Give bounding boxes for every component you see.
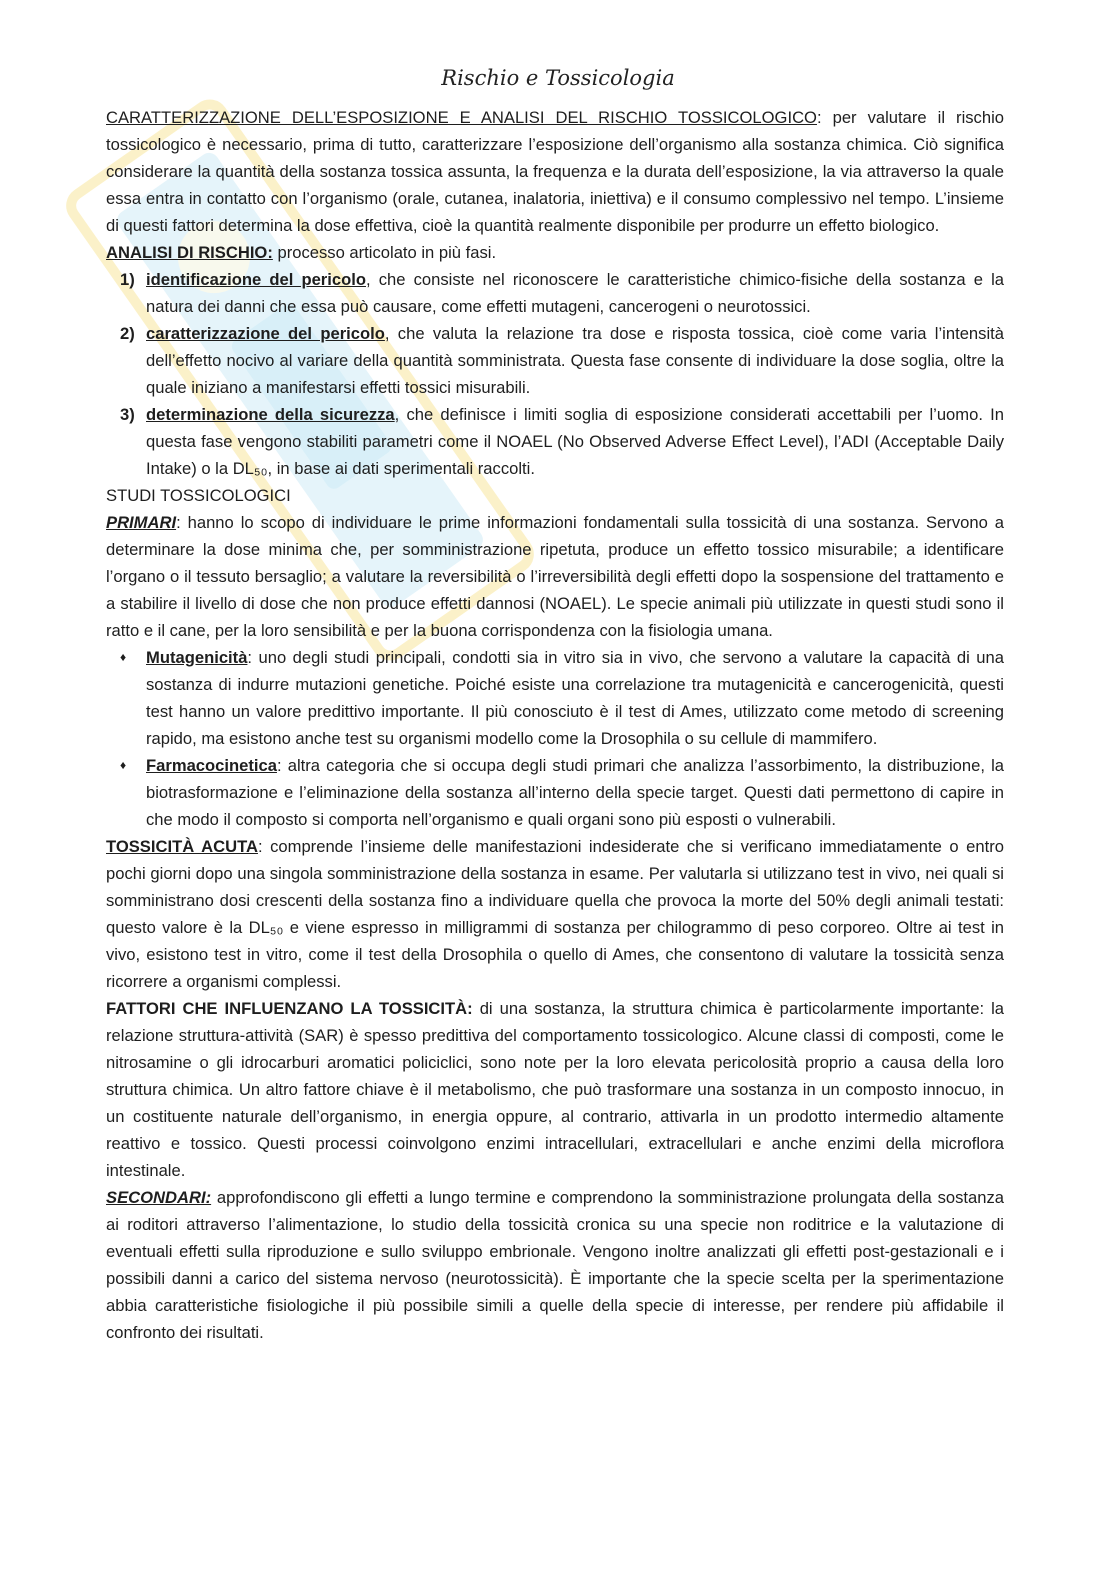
heading-analisi: ANALISI DI RISCHIO: bbox=[106, 243, 273, 262]
bullet-text: : uno degli studi principali, condotti sia in vitro sia in vivo, che servono a valutare la capacità di una sostanza di indurre mutazioni genetiche. Poiché esiste una correlazione tra mutagenicità e cancerogenicità, questi test hanno un valore predittivo importante. Il più conosciuto è il test di Ames, utilizzato come metodo di screening rapido, ma esistono anche test su organismi modello come la Drosophila o su cellule di mammifero. bbox=[146, 648, 1004, 748]
label-primari: PRIMARI bbox=[106, 513, 177, 532]
text-secondari: approfondiscono gli effetti a lungo termine e comprendono la somministrazione prolungata della sostanza ai roditori attraverso l’alimentazione, lo studio della tossicità cronica su una specie non roditrice e la valutazione di eventuali effetti sulla riproduzione e sullo sviluppo embrionale. Vengono inoltre analizzati gli effetti post-gestazionali e i possibili danni a carico del sistema nervoso (neurotossicità). È importante che la specie scelta per la sperimentazione abbia caratteristiche fisiologiche il più possibile simili a quelle della specie di interesse, per rendere più affidabile il confronto dei risultati. bbox=[106, 1188, 1004, 1342]
step-number: 1) bbox=[120, 270, 135, 289]
step-number: 2) bbox=[120, 324, 135, 343]
heading-secondari: SECONDARI: bbox=[106, 1188, 212, 1207]
step-text: , che valuta la relazione tra dose e risposta tossica, cioè come varia l’intensità dell’effetto nocivo al variare della quantità somministrata. Questa fase consente di individuare la dose soglia, oltre la quale iniziano a manifestarsi effetti tossici misurabili. bbox=[146, 324, 1004, 397]
list-item bbox=[106, 401, 1004, 482]
text-primari: : hanno lo scopo di individuare le prime informazioni fondamentali sulla tossicità di una sostanza. Servono a determinare la dose minima che, per somministrazione ripetuta, produce un effetto tossico misurabile; a identificare l’organo o il tessuto bersaglio; a valutare la reversibilità o l’irreversibilità degli effetti dopo la sospensione del trattamento e a stabilire il livello di dose che non produce effetti dannosi (NOAEL). Le specie animali più utilizzate in questi studi sono il ratto e il cane, per la loro sensibilità e per la buona corrispondenza con la fisiologia umana. bbox=[106, 513, 1004, 640]
heading-acuta: TOSSICITÀ ACUTA bbox=[106, 837, 258, 856]
step-text: , che consiste nel riconoscere le caratteristiche chimico-fisiche della sostanza e la natura dei danni che essa può causare, come effetti mutageni, cancerogeni o neurotossici. bbox=[146, 270, 1004, 316]
document-title: Rischio e Tossicologia bbox=[441, 66, 675, 90]
list-item bbox=[106, 752, 1004, 833]
list-item bbox=[106, 644, 1004, 752]
analisi-steps-list bbox=[106, 266, 1004, 482]
document-body bbox=[106, 104, 1004, 1346]
step-term: caratterizzazione del pericolo bbox=[146, 324, 385, 343]
step-text: , che definisce i limiti soglia di esposizione considerati accettabili per l’uomo. In questa fase vengono stabiliti parametri come il NOAEL (No Observed Adverse Effect Level), l’ADI (Acceptable Daily Intake) o la DL₅₀, in base ai dati sperimentali raccolti. bbox=[146, 405, 1004, 478]
step-term: identificazione del pericolo bbox=[146, 270, 366, 289]
text-fattori: di una sostanza, la struttura chimica è particolarmente importante: la relazione struttura-attività (SAR) è spesso predittiva del comportamento tossicologico. Alcune classi di composti, come le nitrosamine o gli idrocarburi aromatici policiclici, sono note per la loro elevata pericolosità proprio a causa della loro struttura chimica. Un altro fattore chiave è il metabolismo, che può trasformare una sostanza in un composto innocuo, in un costituente naturale dell’organismo, in energia oppure, al contrario, attivarla in un prodotto intermedio altamente reattivo e tossico. Questi processi coinvolgono enzimi intracellulari, extracellulari e anche enzimi della microflora intestinale. bbox=[106, 999, 1004, 1180]
paragraph-acuta bbox=[106, 833, 1004, 995]
list-item bbox=[106, 266, 1004, 320]
diamond-bullet-icon: ♦ bbox=[120, 650, 127, 664]
bullet-term: Mutagenicità bbox=[146, 648, 248, 667]
heading-esposizione: CARATTERIZZAZIONE DELL’ESPOSIZIONE E ANALISI DEL RISCHIO TOSSICOLOGICO bbox=[106, 108, 817, 127]
heading-fattori: FATTORI CHE INFLUENZANO LA TOSSICITÀ: bbox=[106, 999, 473, 1018]
paragraph-secondari bbox=[106, 1184, 1004, 1346]
text-analisi: processo articolato in più fasi. bbox=[272, 243, 497, 262]
heading-studi: STUDI TOSSICOLOGICI bbox=[106, 486, 291, 505]
bullet-term: Farmacocinetica bbox=[146, 756, 277, 775]
paragraph-fattori bbox=[106, 995, 1004, 1184]
step-term: determinazione della sicurezza bbox=[146, 405, 395, 424]
bullet-text: : altra categoria che si occupa degli studi primari che analizza l’assorbimento, la distribuzione, la biotrasformazione e l’eliminazione della sostanza all’interno della specie target. Questi dati permettono di capire in che modo il composto si comporta nell’organismo e quali organi sono più esposti o vulnerabili. bbox=[146, 756, 1004, 829]
paragraph-analisi bbox=[106, 239, 1004, 266]
paragraph-primari bbox=[106, 509, 1004, 644]
diamond-bullet-icon: ♦ bbox=[120, 758, 127, 772]
paragraph-esposizione bbox=[106, 104, 1004, 239]
primari-bullets-list bbox=[106, 644, 1004, 833]
list-item bbox=[106, 320, 1004, 401]
text-esposizione: : per valutare il rischio tossicologico è necessario, prima di tutto, caratterizzare l’esposizione dell’organismo alla sostanza chimica. Ciò significa considerare la quantità della sostanza tossica assunta, la frequenza e la durata dell’esposizione, la via attraverso la quale essa entra in contatto con l’organismo (orale, cutanea, inalatoria, iniettiva) e il consumo complessivo nel tempo. L’insieme di questi fattori determina la dose effettiva, cioè la quantità realmente disponibile per produrre un effetto biologico. bbox=[106, 108, 1004, 235]
text-acuta: : comprende l’insieme delle manifestazioni indesiderate che si verificano immediatamente o entro pochi giorni dopo una singola somministrazione della sostanza in esame. Per valutarla si utilizzano test in vivo, nei quali si somministrano dosi crescenti della sostanza fino a individuare quella che provoca la morte del 50% degli animali testati: questo valore è la DL₅₀ e viene espresso in milligrammi di sostanza per chilogrammo di peso corporeo. Oltre ai test in vivo, esistono test in vitro, come il test della Drosophila o quello di Ames, che consentono di valutare la tossicità senza ricorrere a organismi complessi. bbox=[106, 837, 1004, 991]
step-number: 3) bbox=[120, 405, 135, 424]
